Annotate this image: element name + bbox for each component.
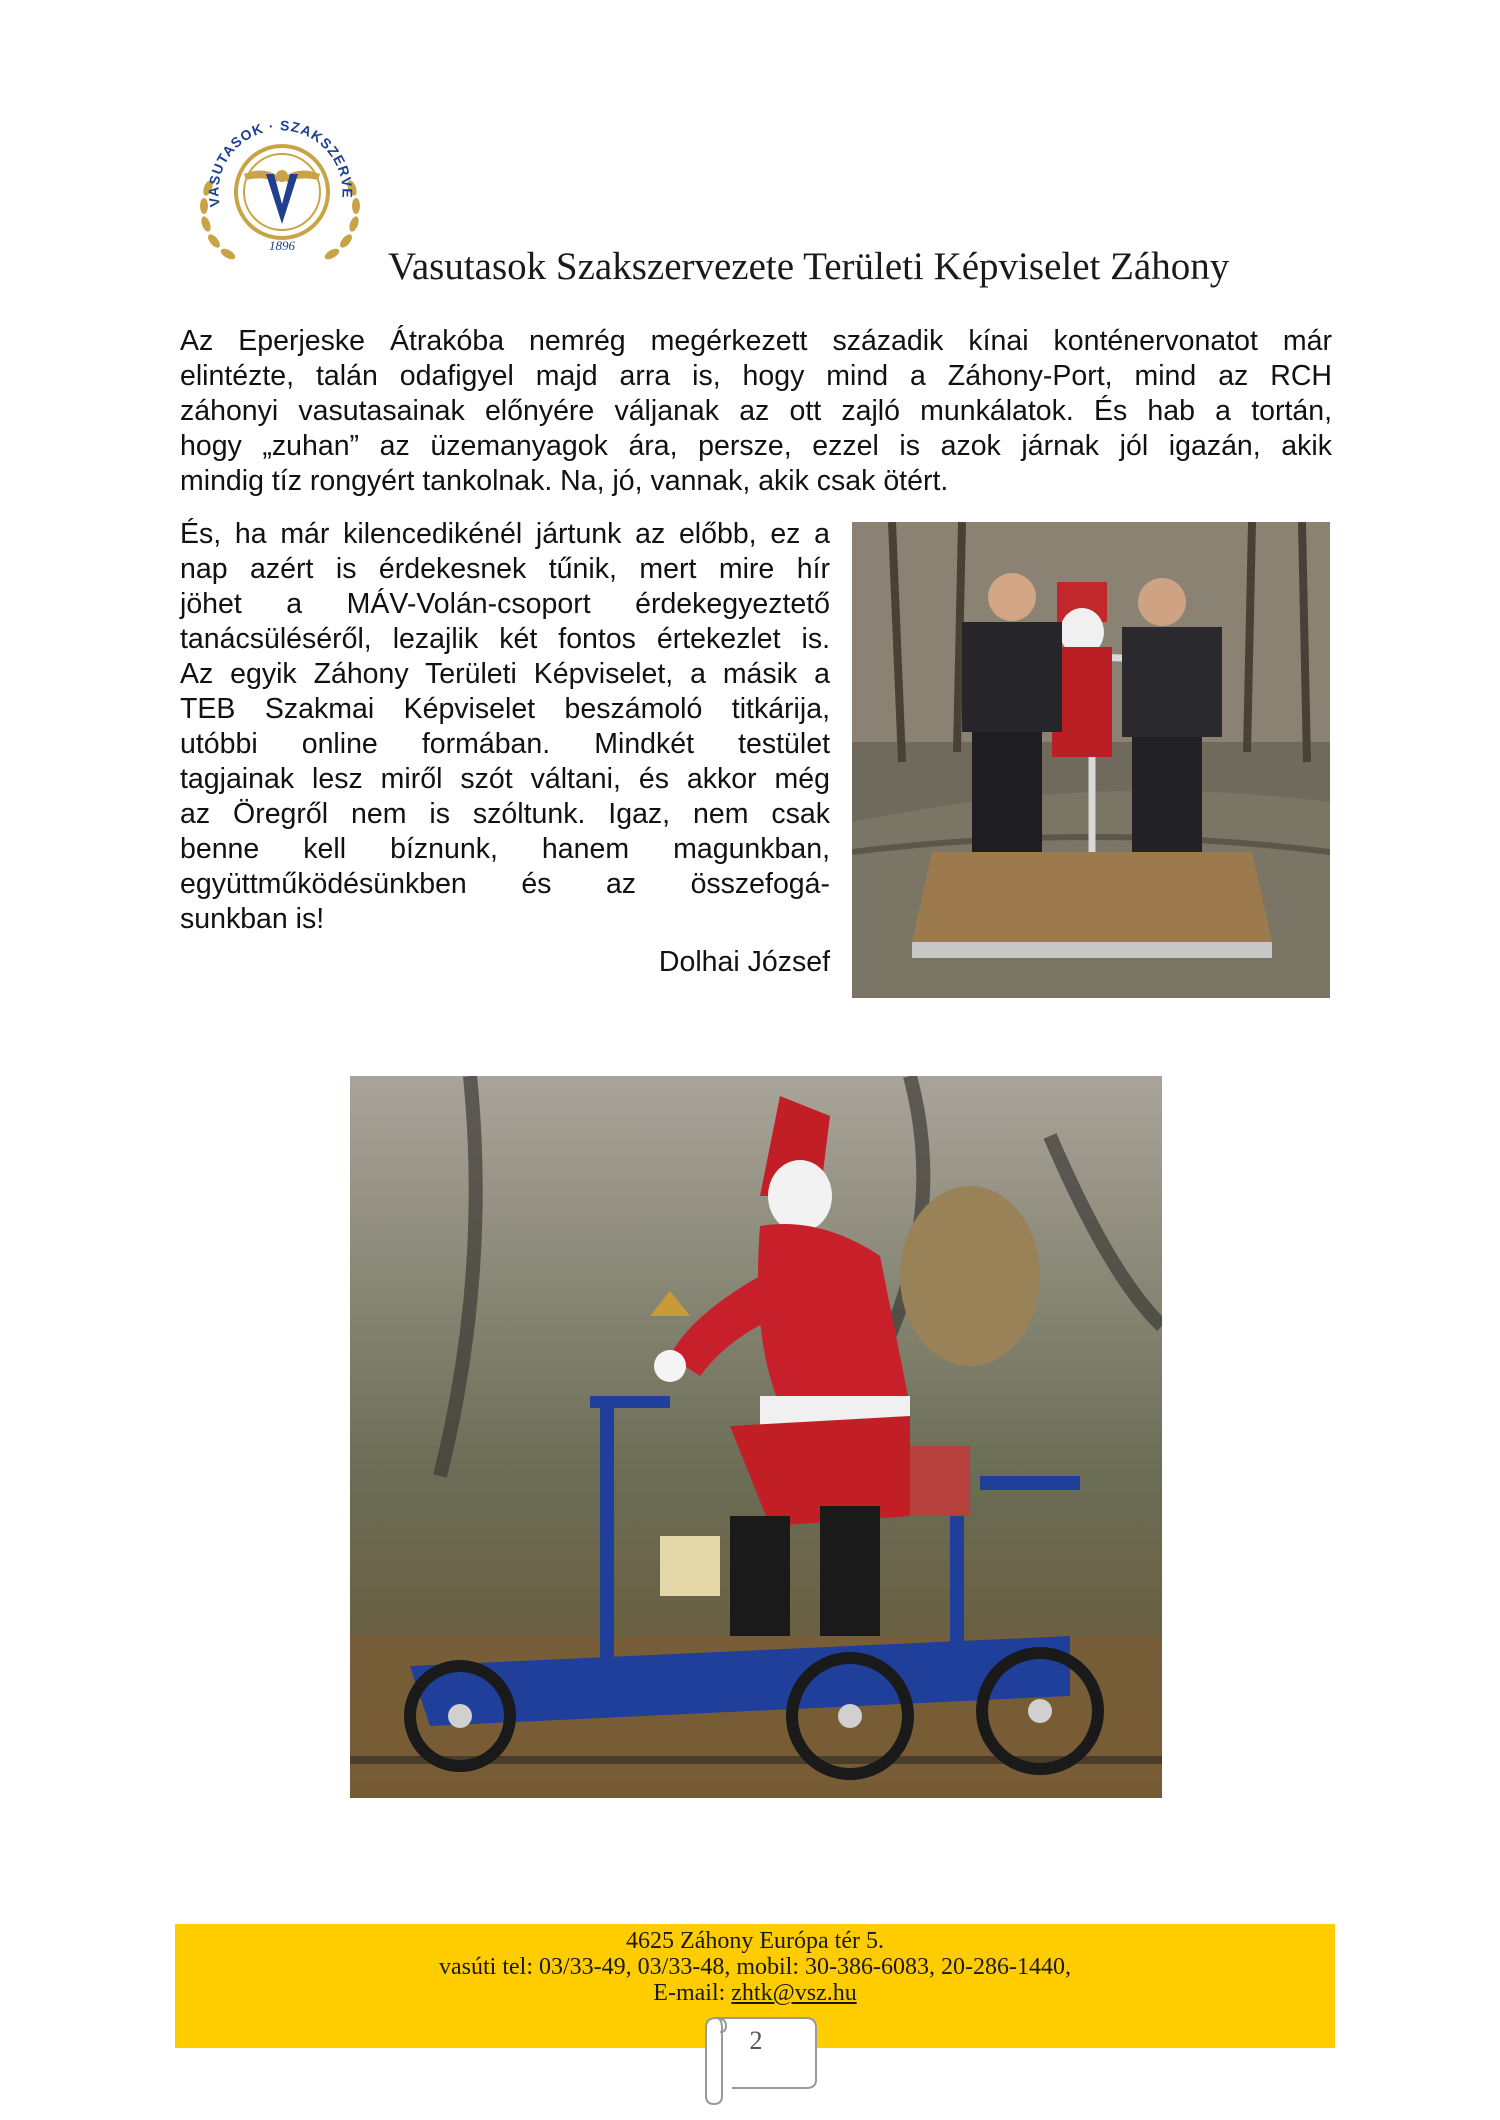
text-line: elintézte, talán odafigyel majd arra is, hogy mind a Záhony-Port, mind az RCH [180,360,1332,392]
footer-email-line [175,1980,1335,2006]
text-line: jöhet a MÁV-Volán-csoport érdekegyeztető [180,588,830,620]
text-line: Az Eperjeske Átrakóba nemrég megérkezett századik kínai konténervonatot már [180,325,1332,357]
union-logo [186,96,374,278]
email-link[interactable]: zhtk@vsz.hu [731,1980,857,2006]
text-line: És, ha már kilencedikénél jártunk az előbb, ez a [180,518,830,550]
footer-phone: vasúti tel: 03/33-49, 03/33-48, mobil: 30-386-6083, 20-286-1440, [439,1954,1071,1980]
text-line: együttműködésünkben és az összefogá- [180,868,830,900]
page-title: Vasutasok Szakszervezete Területi Képviselet Záhony [388,245,1230,288]
intro-paragraph [180,324,1332,499]
photo-santa-rail-cycle [350,1076,1162,1798]
footer-email-label: E-mail: [653,1980,732,2006]
text-line: tanácsüléséről, lezajlik két fontos értekezlet is. [180,623,830,655]
logo-ring-text: VASUTASOK · SZAKSZERVE [205,117,356,209]
text-line: benne kell bíznunk, hanem magunkban, [180,833,830,865]
text-line: Az egyik Záhony Területi Képviselet, a másik a [180,658,830,690]
text-line: hogy „zuhan” az üzemanyagok ára, persze, ezzel is azok járnak jól igazán, akik [180,430,1332,462]
page-number-scroll-icon [686,2010,826,2106]
text-line: mindig tíz rongyért tankolnak. Na, jó, vannak, akik csak ötért. [180,465,949,497]
column-paragraph [180,517,830,937]
handcar-photo-illustration [852,522,1330,998]
text-line: sunkban is! [180,903,325,935]
union-emblem-icon [186,96,374,278]
text-line: nap azért is érdekesnek tűnik, mert mire hír [180,553,830,585]
author-signature: Dolhai József [658,946,830,978]
text-line: záhonyi vasutasainak előnyére váljanak az ott zajló munkálatok. És hab a tortán, [180,395,1332,427]
logo-year: 1896 [269,238,295,253]
photo-handcar-santa-men [852,522,1330,998]
footer-address: 4625 Záhony Európa tér 5. [626,1928,884,1954]
text-line: utóbbi online formában. Mindkét testület [180,728,830,760]
santa-railcycle-illustration [350,1076,1162,1798]
page-number: 2 [749,2026,763,2055]
text-line: az Öregről nem is szóltunk. Igaz, nem csak [180,798,830,830]
text-line: TEB Szakmai Képviselet beszámoló titkárija, [180,693,830,725]
text-line: tagjainak lesz miről szót váltani, és akkor még [180,763,830,795]
